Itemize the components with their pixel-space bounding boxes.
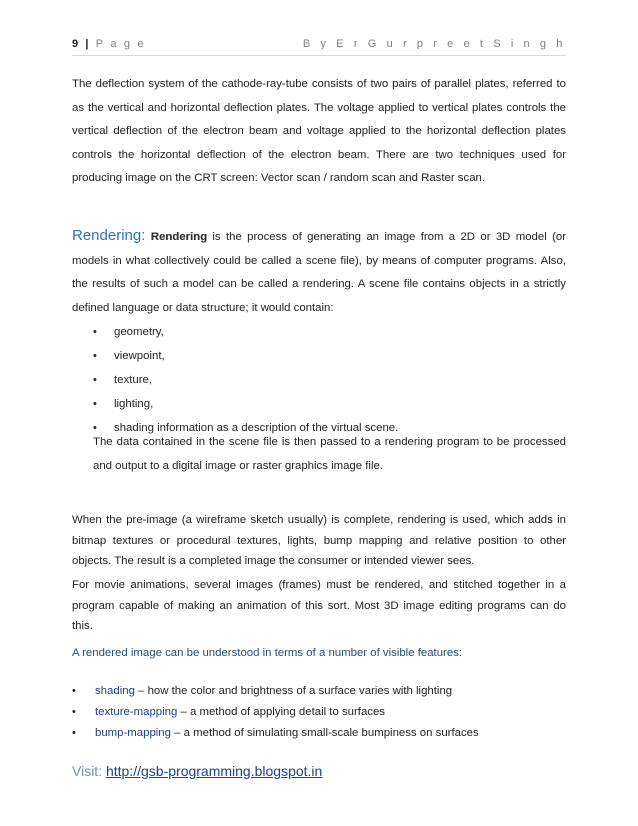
list-item: • viewpoint,	[93, 344, 398, 368]
rendering-heading: Rendering:	[72, 227, 146, 244]
paragraph-pre-image: When the pre-image (a wireframe sketch usually) is complete, rendering is used, which adds in bitmap textures or procedural textures, lights, bump mapping and relative position to other objects. The result is a completed image the consumer or intended viewer sees.	[72, 514, 566, 567]
rendering-text: is the process of generating an image from a 2D or 3D model (or models in what collectively could be called a scene file), by means of computer programs. Also, the results of such a model can be called a rendering. A scene file contains objects in a strictly defined language or data structure; it would contain:	[72, 231, 566, 314]
page-header	[72, 38, 566, 54]
footer-prefix: Visit:	[72, 763, 106, 779]
list-item	[72, 681, 479, 702]
page-footer	[72, 763, 322, 779]
header-separator: |	[85, 38, 89, 50]
paragraph-deflection: The deflection system of the cathode-ray-tube consists of two pairs of parallel plates, referred to as the vertical and horizontal deflection plates. The voltage applied to vertical plates controls the vertical deflection of the electron beam and voltage applied to the horizontal deflection plates controls the horizontal deflection of the electron beam. There are two techniques used for producing image on the CRT screen: Vector scan / random scan and Raster scan.	[72, 78, 566, 184]
rendering-bold-term: Rendering	[150, 231, 208, 243]
list-item	[72, 702, 479, 723]
features-intro: A rendered image can be understood in terms of a number of visible features:	[72, 647, 463, 659]
footer-link[interactable]: http://gsb-programming.blogspot.in	[105, 763, 323, 779]
feature-term[interactable]: texture-mapping	[95, 706, 178, 718]
list-item	[72, 723, 479, 744]
page-number: 9	[72, 38, 79, 50]
scene-contents-list	[93, 320, 398, 440]
list-item: • geometry,	[93, 320, 398, 344]
feature-desc: – a method of simulating small-scale bumpiness on surfaces	[170, 727, 479, 739]
paragraph-rendering	[72, 224, 566, 320]
feature-term[interactable]: bump-mapping	[95, 727, 171, 739]
header-divider	[72, 55, 566, 56]
features-list	[72, 681, 479, 744]
list-item: • shading information as a description of the virtual scene.	[93, 416, 398, 440]
paragraph-scene-data: The data contained in the scene file is then passed to a rendering program to be processed and output to a digital image or raster graphics image file.	[93, 436, 566, 472]
paragraph-movie: For movie animations, several images (frames) must be rendered, and stitched together in a program capable of making an animation of this sort. Most 3D image editing programs can do this.	[72, 579, 566, 632]
feature-desc: – a method of applying detail to surfaces	[177, 706, 386, 718]
feature-desc: – how the color and brightness of a surface varies with lighting	[134, 685, 453, 697]
page-label: P a g e	[95, 38, 146, 50]
header-author: B y E r G u r p r e e t S i n g h	[302, 38, 566, 50]
feature-term[interactable]: shading	[95, 685, 135, 697]
list-item: • texture,	[93, 368, 398, 392]
list-item: • lighting,	[93, 392, 398, 416]
